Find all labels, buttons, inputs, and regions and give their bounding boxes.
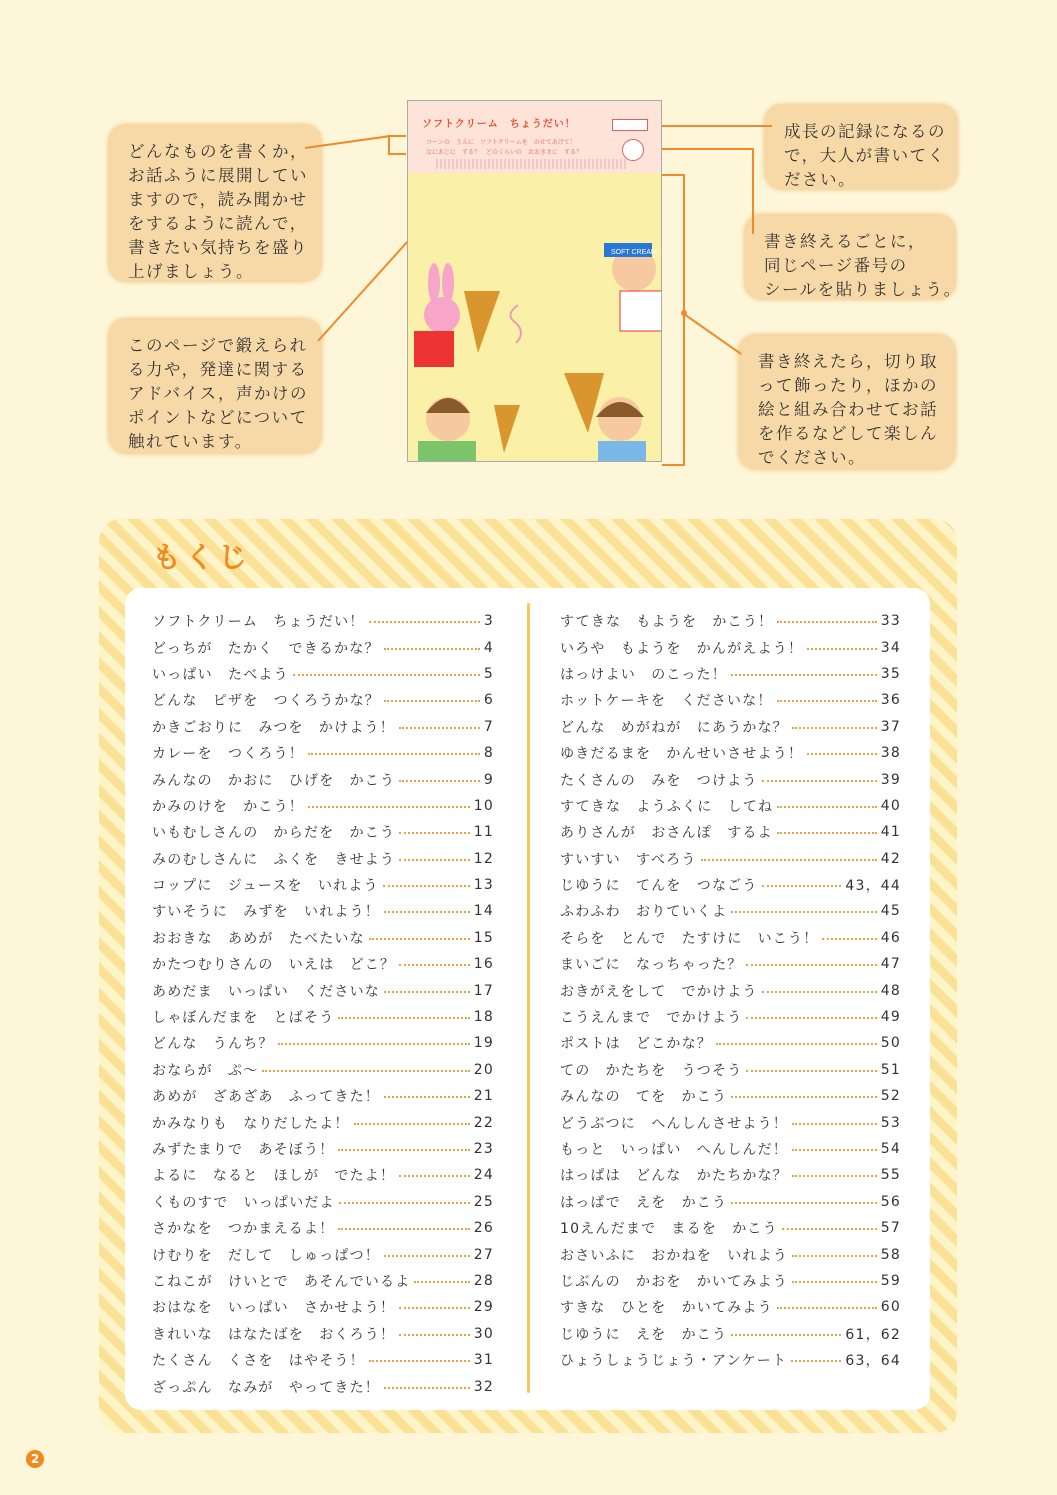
- toc-leader-dots: [338, 1017, 469, 1019]
- toc-entry-page: 36: [880, 692, 901, 709]
- toc-entry: [560, 898, 901, 924]
- soft-cream-drawing: [510, 305, 521, 343]
- toc-entry-page: 43，44: [845, 878, 901, 895]
- toc-entry-page: 9: [483, 771, 494, 788]
- toc-entry-page: 4: [483, 639, 494, 656]
- toc-entry: [152, 1109, 494, 1135]
- toc-entry-label: じぶんの かおを かいてみよう: [560, 1273, 788, 1290]
- toc-entry-page: 24: [473, 1167, 494, 1184]
- toc-entry-page: 54: [880, 1141, 901, 1157]
- toc-leader-dots: [399, 780, 480, 782]
- toc-entry-page: 18: [473, 1009, 494, 1026]
- toc-leader-dots: [384, 991, 470, 993]
- toc-leader-dots: [308, 806, 470, 808]
- toc-entry-page: 32: [473, 1378, 494, 1395]
- toc-entry: [152, 819, 494, 845]
- toc-entry: [152, 1162, 494, 1188]
- leader-line: [662, 174, 684, 176]
- toc-entry-page: 23: [473, 1141, 494, 1157]
- toc-entry-page: 46: [880, 929, 901, 946]
- toc-entry-label: しゃぼんだまを とばそう: [152, 1010, 335, 1027]
- note-line: 成長の記録になるの: [784, 122, 946, 141]
- toc-entry-page: 25: [473, 1193, 494, 1210]
- toc-entry: [560, 1030, 901, 1056]
- toc-entry-page: 48: [880, 982, 901, 999]
- toc-entry-label: はっぱは どんな かたちかな？: [560, 1168, 788, 1185]
- toc-entry-label: こねこが けいとで あそんでいるよ: [152, 1273, 411, 1290]
- toc-leader-dots: [384, 1096, 470, 1098]
- sample-advice-text: [436, 159, 626, 169]
- toc-entry-page: 35: [880, 665, 901, 682]
- toc-entry: [560, 819, 901, 845]
- toc-entry-label: あめが ざあざあ ふってきた！: [152, 1089, 380, 1106]
- toc-entry: [560, 951, 901, 977]
- note-line: で，大人が書いてく: [784, 146, 946, 165]
- toc-entry-label: どっちが たかく できるかな？: [152, 640, 380, 657]
- toc-entry: [560, 1321, 901, 1347]
- toc-entry-page: 19: [473, 1035, 494, 1052]
- toc-entry-label: たくさんの みを つけよう: [560, 772, 758, 789]
- toc-leader-dots: [399, 832, 470, 834]
- toc-entry-page: 11: [473, 824, 494, 841]
- toc-entry-page: 13: [473, 877, 494, 894]
- toc-entry-label: たくさん くさを はやそう！: [152, 1353, 365, 1370]
- toc-entry: [152, 1321, 494, 1347]
- toc-entry: [560, 1347, 901, 1373]
- note-line: 書き終えるごとに，: [764, 232, 926, 251]
- toc-entry-label: もっと いっぱい へんしんだ！: [560, 1142, 788, 1158]
- toc-leader-dots: [399, 1334, 470, 1336]
- toc-entry: [152, 766, 494, 792]
- page-number: 2: [26, 1450, 44, 1468]
- note-line: って飾ったり，ほかの: [758, 376, 938, 395]
- sample-instruction: コーンの うえに ソフトクリームを のせてあげて！: [426, 139, 576, 146]
- toc-leader-dots: [746, 964, 876, 966]
- toc-entry-page: 38: [880, 745, 901, 762]
- toc-leader-dots: [791, 1360, 841, 1362]
- toc-entry-label: おきがえをして でかけよう: [560, 983, 758, 1000]
- toc-entry: [560, 740, 901, 766]
- toc-entry-page: 10: [473, 797, 494, 814]
- toc-entry: [152, 608, 494, 634]
- toc-leader-dots: [399, 1175, 470, 1177]
- ice-cream-cone-icon: [464, 291, 604, 453]
- toc-entry-label: すいそうに みずを いれよう！: [152, 904, 380, 921]
- toc-entry: [560, 1162, 901, 1188]
- toc-entry-label: かきごおりに みつを かけよう！: [152, 719, 395, 736]
- toc-entry-label: かたつむりさんの いえは どこ？: [152, 957, 396, 974]
- toc-entry-page: 34: [880, 639, 901, 656]
- leader-line: [648, 148, 753, 150]
- toc-entry-page: 37: [880, 718, 901, 735]
- toc-leader-dots: [777, 832, 877, 834]
- toc-entry-label: コップに ジュースを いれよう: [152, 878, 379, 895]
- toc-leader-dots: [822, 938, 876, 940]
- toc-entry: [152, 1347, 494, 1373]
- note-cut-out: [742, 338, 952, 466]
- toc-entry-page: 57: [880, 1220, 901, 1237]
- toc-leader-dots: [777, 700, 877, 702]
- toc-entry-page: 45: [880, 903, 901, 920]
- toc-entry: [560, 846, 901, 872]
- toc-entry: [152, 634, 494, 660]
- toc-entry-page: 33: [880, 613, 901, 630]
- toc-leader-dots: [414, 1281, 469, 1283]
- toc-entry: [152, 1057, 494, 1083]
- toc-entry-label: ひょうしょうじょう・アンケート: [560, 1353, 788, 1370]
- toc-leader-dots: [792, 1255, 877, 1257]
- note-line: ポイントなどについて: [128, 408, 308, 427]
- toc-entry: [152, 661, 494, 687]
- toc-entry-label: どんな ピザを つくろうかな？: [152, 693, 380, 710]
- toc-leader-dots: [777, 1307, 877, 1309]
- leader-dot: [681, 310, 687, 316]
- toc-entry-label: はっけよい のこった！: [560, 666, 727, 683]
- toc-entry-label: じゆうに てんを つなごう: [560, 878, 758, 895]
- toc-title: もくじ: [152, 540, 252, 574]
- toc-leader-dots: [338, 1228, 469, 1230]
- toc-entry: [560, 793, 901, 819]
- toc-entry: [152, 714, 494, 740]
- toc-entry: [152, 846, 494, 872]
- toc-entry: [560, 1241, 901, 1267]
- toc-entry-page: 6: [483, 692, 494, 709]
- toc-leader-dots: [369, 938, 470, 940]
- toc-leader-dots: [384, 1255, 470, 1257]
- toc-leader-dots: [384, 1387, 470, 1389]
- toc-entry-label: あめだま いっぱい くださいな: [152, 983, 380, 1000]
- toc-entry-page: 27: [473, 1246, 494, 1263]
- toc-entry: [560, 1268, 901, 1294]
- toc-entry-page: 17: [473, 982, 494, 999]
- toc-entry: [152, 1004, 494, 1030]
- toc-entry-page: 5: [483, 665, 494, 682]
- toc-divider: [527, 603, 530, 1393]
- leader-line: [683, 313, 741, 355]
- toc-entry-page: 31: [473, 1352, 494, 1369]
- toc-leader-dots: [807, 753, 877, 755]
- note-line: 上げましょう。: [128, 262, 254, 281]
- note-sticker: [748, 218, 962, 299]
- toc-entry-page: 7: [483, 718, 494, 735]
- toc-leader-dots: [701, 859, 877, 861]
- toc-entry: [152, 687, 494, 713]
- toc-leader-dots: [731, 1202, 877, 1204]
- toc-entry-page: 8: [483, 745, 494, 762]
- note-line: ますので，読み聞かせ: [128, 190, 308, 209]
- toc-leader-dots: [716, 1043, 877, 1045]
- toc-leader-dots: [338, 1149, 469, 1151]
- toc-entry-label: いもむしさんの からだを かこう: [152, 825, 396, 842]
- toc-entry-label: くものすで いっぱいだよ: [152, 1194, 335, 1211]
- toc-entry-page: 56: [880, 1193, 901, 1210]
- note-reading-guide: [112, 128, 318, 281]
- sticker-circle: [622, 139, 644, 161]
- toc-leader-dots: [746, 1070, 876, 1072]
- toc-leader-dots: [262, 1070, 469, 1072]
- toc-entry: [560, 1083, 901, 1109]
- toc-entry-page: 26: [473, 1220, 494, 1237]
- toc-entry: [560, 1109, 901, 1135]
- note-line: シールを貼りましょう。: [764, 280, 962, 299]
- toc-right-column: [560, 608, 901, 1373]
- toc-entry-page: 39: [880, 771, 901, 788]
- toc-leader-dots: [807, 648, 877, 650]
- toc-entry: [560, 687, 901, 713]
- toc-entry-page: 63，64: [845, 1353, 901, 1370]
- toc-entry-label: すてきな もようを かこう！: [560, 614, 774, 631]
- toc-leader-dots: [777, 806, 877, 808]
- toc-leader-dots: [792, 1281, 877, 1283]
- leader-line: [683, 174, 685, 466]
- toc-entry: [560, 661, 901, 687]
- toc-entry: [152, 872, 494, 898]
- toc-entry: [560, 872, 901, 898]
- date-box: [612, 119, 648, 131]
- note-line: 書きたい気持ちを盛り: [128, 238, 308, 257]
- toc-entry-label: おはなを いっぱい さかせよう！: [152, 1300, 396, 1317]
- toc-entry: [152, 1241, 494, 1267]
- toc-leader-dots: [762, 991, 877, 993]
- toc-leader-dots: [731, 1096, 877, 1098]
- toc-entry: [152, 1083, 494, 1109]
- toc-leader-dots: [777, 621, 877, 623]
- toc-leader-dots: [384, 700, 480, 702]
- toc-entry-label: どうぶつに へんしんさせよう！: [560, 1115, 788, 1132]
- toc-entry-page: 51: [880, 1061, 901, 1078]
- toc-leader-dots: [746, 1017, 876, 1019]
- toc-entry: [560, 1136, 901, 1162]
- leader-line: [388, 135, 406, 137]
- toc-entry-label: どんな めがねが にあうかな？: [560, 719, 788, 736]
- leader-line: [662, 464, 684, 466]
- toc-entry-label: ソフトクリーム ちょうだい！: [152, 614, 365, 631]
- toc-entry-page: 30: [473, 1325, 494, 1342]
- toc-entry: [560, 1004, 901, 1030]
- toc-entry-page: 28: [473, 1272, 494, 1289]
- toc-entry: [152, 1294, 494, 1320]
- toc-entry-label: まいごに なっちゃった？: [560, 957, 743, 974]
- toc-entry-page: 40: [880, 797, 901, 814]
- toc-entry-page: 60: [880, 1299, 901, 1316]
- toc-leader-dots: [384, 648, 480, 650]
- toc-entry-label: おさいふに おかねを いれよう: [560, 1247, 788, 1264]
- sample-page-illustration: [407, 100, 662, 462]
- toc-entry-label: カレーを つくろう！: [152, 746, 304, 763]
- toc-entry-label: いっぱい たべよう: [152, 666, 289, 683]
- toc-entry-label: みのむしさんに ふくを きせよう: [152, 851, 396, 868]
- toc-leader-dots: [792, 1175, 877, 1177]
- toc-entry-label: すきな ひとを かいてみよう: [560, 1300, 773, 1317]
- toc-leader-dots: [399, 964, 470, 966]
- note-line: ださい。: [784, 170, 856, 189]
- toc-entry-page: 22: [473, 1114, 494, 1131]
- toc-entry-page: 15: [473, 929, 494, 946]
- toc-entry-label: ありさんが おさんぽ するよ: [560, 825, 773, 842]
- toc-leader-dots: [792, 1149, 877, 1151]
- cap-text: SOFT CREAM: [611, 249, 657, 256]
- note-line: 同じページ番号の: [764, 256, 908, 275]
- leader-line: [648, 125, 772, 127]
- toc-entry-label: すいすい すべろう: [560, 851, 697, 868]
- toc-entry-page: 29: [473, 1299, 494, 1316]
- toc-left-column: [152, 608, 494, 1400]
- toc-entry-label: みんなの てを かこう: [560, 1089, 728, 1106]
- toc-leader-dots: [731, 674, 877, 676]
- illustration-characters: [408, 173, 662, 462]
- toc-entry-label: ポストは どこかな？: [560, 1036, 712, 1053]
- toc-entry-page: 14: [473, 903, 494, 920]
- toc-entry-label: すてきな ようふくに してね: [560, 798, 774, 815]
- toc-leader-dots: [399, 859, 470, 861]
- toc-leader-dots: [399, 1307, 470, 1309]
- toc-leader-dots: [762, 780, 877, 782]
- toc-entry: [152, 740, 494, 766]
- note-line: 絵と組み合わせてお話: [758, 400, 938, 419]
- toc-entry-label: ゆきだるまを かんせいさせよう！: [560, 746, 804, 763]
- toc-entry: [560, 766, 901, 792]
- toc-leader-dots: [369, 621, 480, 623]
- toc-entry: [560, 608, 901, 634]
- leader-line: [752, 148, 754, 234]
- leader-line: [388, 153, 406, 155]
- toc-entry-label: さかなを つかまえるよ！: [152, 1221, 335, 1238]
- toc-leader-dots: [278, 1043, 470, 1045]
- toc-entry-label: ふわふわ おりていくよ: [560, 904, 728, 921]
- toc-entry: [152, 793, 494, 819]
- toc-entry-page: 20: [473, 1061, 494, 1078]
- toc-leader-dots: [792, 1123, 877, 1125]
- toc-entry: [152, 1215, 494, 1241]
- note-line: アドバイス，声かけの: [128, 384, 308, 403]
- toc-entry-page: 49: [880, 1009, 901, 1026]
- vendor-icon: [604, 243, 662, 331]
- note-line: でください。: [758, 448, 866, 467]
- toc-entry-label: はっぱで えを かこう: [560, 1194, 728, 1211]
- toc-entry: [152, 1373, 494, 1399]
- sample-instruction: なにあじに する？ どのくらいの おおきさに する？: [426, 149, 583, 156]
- toc-entry: [152, 977, 494, 1003]
- toc-entry-page: 59: [880, 1272, 901, 1289]
- toc-leader-dots: [383, 885, 470, 887]
- toc-entry-label: かみのけを かこう！: [152, 798, 304, 815]
- toc-leader-dots: [399, 727, 480, 729]
- toc-entry-label: いろや もようを かんがえよう！: [560, 640, 804, 657]
- toc-entry-label: ざっぷん なみが やってきた！: [152, 1379, 380, 1396]
- toc-entry-page: 21: [473, 1088, 494, 1105]
- toc-entry-label: みずたまりで あそぼう！: [152, 1142, 335, 1158]
- toc-entry: [152, 898, 494, 924]
- toc-entry-page: 12: [473, 850, 494, 867]
- note-line: をするように読んで，: [128, 214, 308, 233]
- toc-entry: [560, 1294, 901, 1320]
- note-line: お話ふうに展開してい: [128, 166, 308, 185]
- toc-entry-label: どんな うんち？: [152, 1036, 274, 1053]
- toc-entry: [560, 1215, 901, 1241]
- toc-entry-page: 52: [880, 1088, 901, 1105]
- note-line: このページで鍛えられ: [128, 336, 308, 355]
- toc-entry: [152, 1189, 494, 1215]
- leader-line: [388, 135, 390, 153]
- toc-entry-label: じゆうに えを かこう: [560, 1326, 728, 1343]
- toc-entry-page: 53: [880, 1114, 901, 1131]
- toc-entry: [560, 714, 901, 740]
- boy-icon: [418, 397, 476, 462]
- toc-entry-label: おならが ぷ〜: [152, 1062, 259, 1079]
- toc-leader-dots: [384, 911, 470, 913]
- toc-leader-dots: [369, 1360, 470, 1362]
- toc-entry: [152, 1030, 494, 1056]
- toc-entry-page: 42: [880, 850, 901, 867]
- rabbit-icon: [414, 263, 460, 367]
- toc-entry: [560, 1057, 901, 1083]
- toc-entry-label: おおきな あめが たべたいな: [152, 930, 365, 947]
- girl-icon: [596, 397, 646, 462]
- toc-entry-label: 10えんだまで まるを かこう: [560, 1221, 778, 1238]
- toc-entry: [560, 977, 901, 1003]
- toc-leader-dots: [339, 1202, 470, 1204]
- toc-entry-label: こうえんまで でかけよう: [560, 1010, 743, 1027]
- toc-entry: [152, 1268, 494, 1294]
- note-line: どんなものを書くか，: [128, 142, 308, 161]
- toc-leader-dots: [762, 885, 842, 887]
- toc-entry-label: かみなりも なりだしたよ！: [152, 1115, 350, 1132]
- toc-leader-dots: [731, 1334, 841, 1336]
- note-growth-record: [768, 108, 954, 189]
- toc-entry: [560, 634, 901, 660]
- toc-entry-page: 50: [880, 1035, 901, 1052]
- toc-leader-dots: [782, 1228, 877, 1230]
- toc-entry-label: みんなの かおに ひげを かこう: [152, 772, 396, 789]
- toc-entry-page: 3: [483, 613, 494, 630]
- note-line: を作るなどして楽しん: [758, 424, 938, 443]
- toc-entry: [560, 1189, 901, 1215]
- toc-entry-label: きれいな はなたばを おくろう！: [152, 1326, 396, 1343]
- toc-leader-dots: [308, 753, 480, 755]
- toc-leader-dots: [293, 674, 480, 676]
- toc-leader-dots: [354, 1123, 470, 1125]
- toc-entry-page: 41: [880, 824, 901, 841]
- toc-entry-label: ホットケーキを くださいな！: [560, 693, 773, 710]
- toc-leader-dots: [731, 911, 877, 913]
- toc-entry-page: 47: [880, 956, 901, 973]
- toc-entry-label: そらを とんで たすけに いこう！: [560, 930, 819, 947]
- toc-entry-label: ての かたちを うつそう: [560, 1062, 743, 1079]
- toc-entry-label: けむりを だして しゅっぱつ！: [152, 1247, 380, 1264]
- toc-entry: [152, 951, 494, 977]
- toc-entry-label: よるに なると ほしが でたよ！: [152, 1168, 396, 1185]
- note-line: 触れています。: [128, 432, 253, 451]
- toc-entry-page: 61，62: [845, 1326, 901, 1343]
- toc-entry-page: 58: [880, 1246, 901, 1263]
- toc-entry-page: 16: [473, 956, 494, 973]
- toc-entry: [152, 925, 494, 951]
- note-line: る力や，発達に関する: [128, 360, 308, 379]
- toc-entry-page: 55: [880, 1167, 901, 1184]
- note-skills-guide: [112, 322, 318, 450]
- toc-leader-dots: [792, 727, 877, 729]
- sample-title: ソフトクリーム ちょうだい！: [422, 119, 576, 130]
- toc-entry: [560, 925, 901, 951]
- note-line: 書き終えたら，切り取: [758, 352, 938, 371]
- toc-entry: [152, 1136, 494, 1162]
